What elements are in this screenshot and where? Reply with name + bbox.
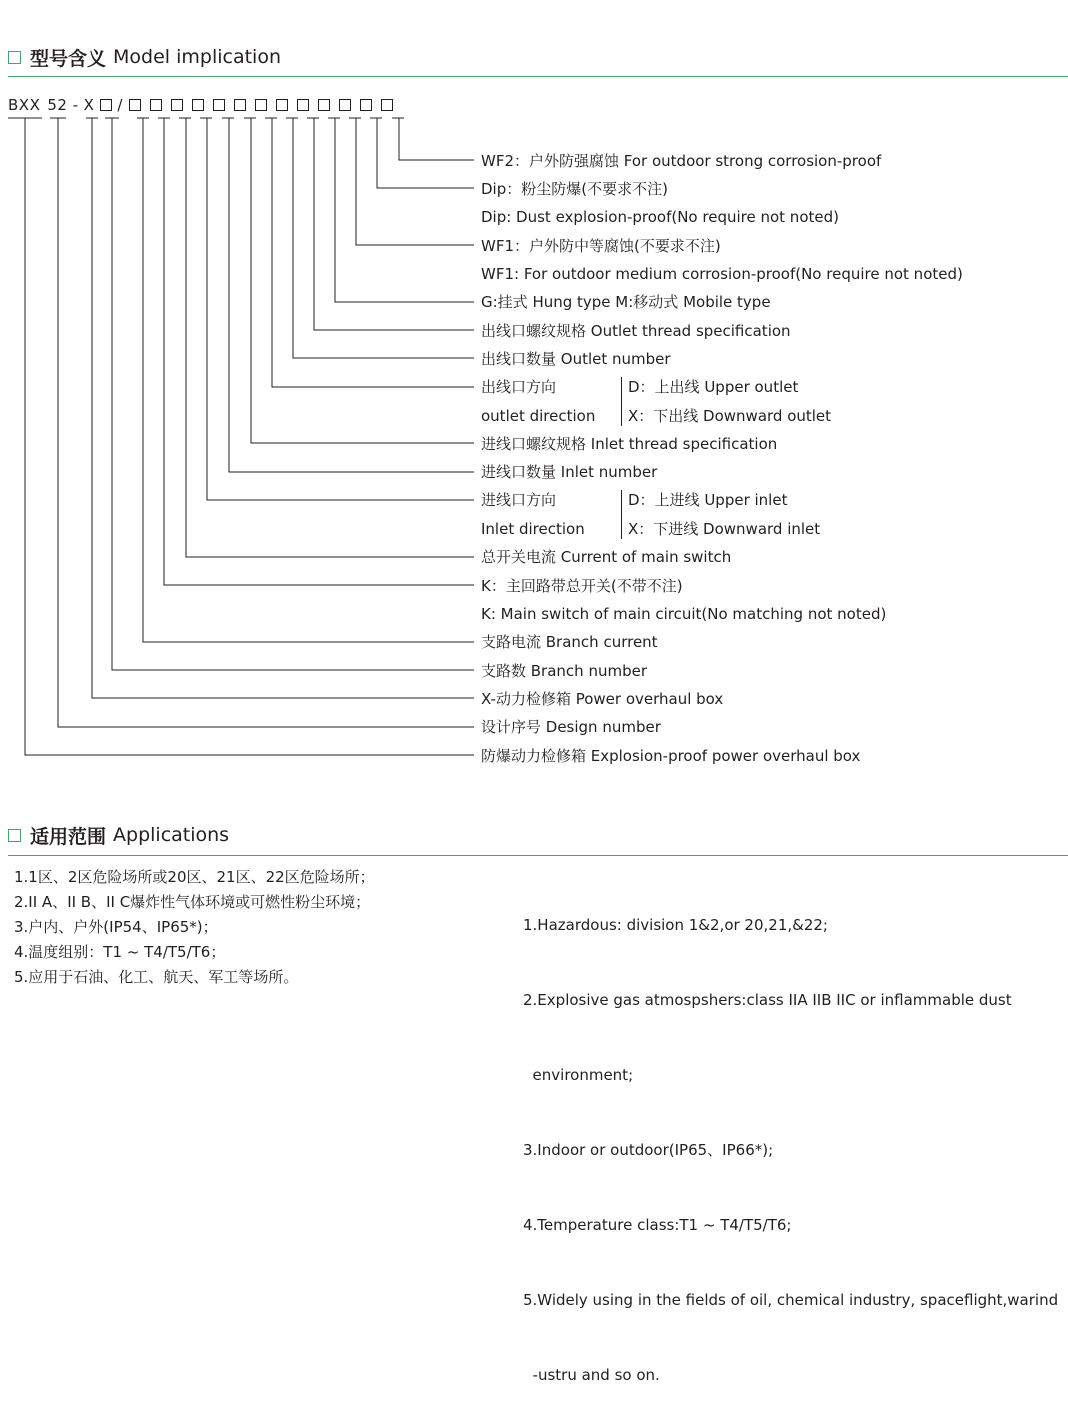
applications-title-en: Applications [113,824,230,846]
applications-section-divider [8,855,1068,856]
label-power-overhaul-box: X-动力检修箱 Power overhaul box [481,690,724,708]
label-inlet-direction-cn: 进线口方向 [481,491,557,509]
applications-en-item: 5.Widely using in the fields of oil, chemical industry, spaceflight,warind [523,1291,1059,1309]
applications-en-item: 1.Hazardous: division 1&2,or 20,21,&22; [523,916,828,934]
label-main-switch-cn: K：主回路带总开关(不带不注) [481,577,683,595]
label-inlet-number: 进线口数量 Inlet number [481,463,658,481]
connector-line [399,118,474,160]
applications-list-en [523,863,1058,1413]
connector-line [143,118,474,642]
label-explosion-proof-box: 防爆动力检修箱 Explosion-proof power overhaul box [481,747,861,765]
connector-line [314,118,474,330]
label-mount-type: G:挂式 Hung type M:移动式 Mobile type [481,293,771,311]
inlet-option-downward: X：下进线 Downward inlet [628,520,821,538]
applications-en-item: 2.Explosive gas atmospshers:class IIA IIB IIC or inflammable dust [523,991,1012,1009]
label-branch-current: 支路电流 Branch current [481,633,658,651]
model-code-slash: / [117,96,123,114]
outlet-option-downward: X：下出线 Downward outlet [628,407,832,425]
label-wf1-en: WF1: For outdoor medium corrosion-proof(No require not noted) [481,265,963,283]
connector-line [251,118,474,443]
connector-line [58,118,474,727]
applications-cn-item: 5.应用于石油、化工、航天、军工等场所。 [14,968,299,986]
model-code-prefix: BXX [8,96,41,114]
label-main-switch-current: 总开关电流 Current of main switch [481,548,732,566]
inlet-option-upper: D：上进线 Upper inlet [628,491,788,509]
label-inlet-thread: 进线口螺纹规格 Inlet thread specification [481,435,778,453]
label-wf1-cn: WF1：户外防中等腐蚀(不要求不注) [481,237,721,255]
model-section-title-cn: 型号含义 [30,47,107,70]
applications-cn-item: 3.户内、户外(IP54、IP65*)； [14,918,218,936]
applications-en-item: environment; [523,1066,634,1084]
outlet-direction-options [621,377,831,426]
applications-cn-item: 2.II A、II B、II C爆炸性气体环境或可燃性粉尘环境； [14,893,371,911]
connector-line [356,118,474,245]
model-code-design-number: 52 - [47,96,79,114]
label-main-switch-en: K: Main switch of main circuit(No matching not noted) [481,605,887,623]
checkbox-square-icon [8,829,21,842]
model-section-title-en: Model implication [113,46,281,68]
label-wf2: WF2：户外防强腐蚀 For outdoor strong corrosion-proof [481,152,882,170]
label-design-number: 设计序号 Design number [481,718,661,736]
applications-en-item: -ustru and so on. [523,1366,660,1384]
connector-line [293,118,474,358]
outlet-option-upper: D：上出线 Upper outlet [628,378,799,396]
inlet-direction-options [621,490,820,539]
applications-en-item: 3.Indoor or outdoor(IP65、IP66*); [523,1141,774,1159]
label-dip-cn: Dip：粉尘防爆(不要求不注) [481,180,668,198]
connector-line [272,118,474,387]
connector-line [92,118,474,698]
label-outlet-direction-cn: 出线口方向 [481,378,557,396]
applications-list-cn [14,865,375,990]
applications-en-item: 4.Temperature class:T1 ~ T4/T5/T6; [523,1216,792,1234]
label-inlet-direction-en: Inlet direction [481,520,585,538]
label-outlet-direction-en: outlet direction [481,407,596,425]
label-outlet-number: 出线口数量 Outlet number [481,350,671,368]
label-outlet-thread: 出线口螺纹规格 Outlet thread specification [481,322,791,340]
applications-section-header [8,822,229,848]
applications-title-cn: 适用范围 [30,825,107,848]
applications-cn-item: 1.1区、2区危险场所或20区、21区、22区危险场所； [14,868,375,886]
label-dip-en: Dip: Dust explosion-proof(No require not noted) [481,208,839,226]
label-branch-number: 支路数 Branch number [481,662,647,680]
model-code-x: X [83,96,95,114]
connector-line [229,118,474,472]
connector-line [377,118,474,188]
applications-cn-item: 4.温度组别：T1 ~ T4/T5/T6； [14,943,226,961]
